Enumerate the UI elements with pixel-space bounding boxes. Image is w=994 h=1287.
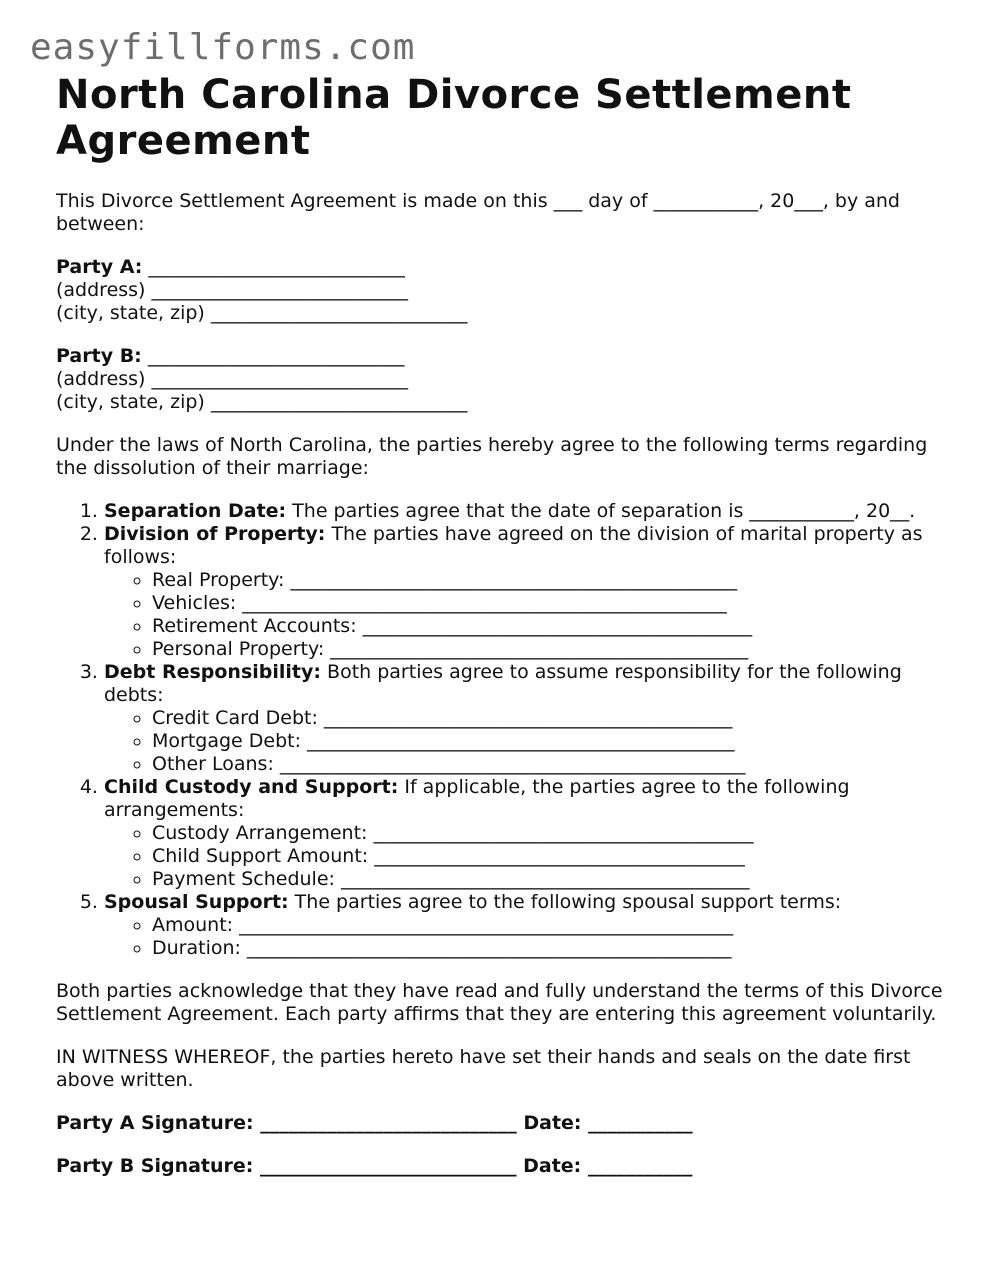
term-text: If applicable, the parties agree to the following arrangements:	[104, 776, 850, 821]
term-text: The parties agree to the following spousal support terms:	[288, 891, 842, 913]
document-body	[56, 72, 946, 1198]
term-division-of-property	[104, 523, 946, 661]
property-sublist	[104, 569, 946, 661]
term-text: Both parties agree to assume responsibility for the following debts:	[104, 661, 902, 706]
property-item-personal[interactable]: ◦ Personal Property: ____________________________________________	[152, 638, 946, 661]
custody-item-payment-schedule[interactable]: ◦ Payment Schedule: ___________________________________________	[152, 868, 946, 891]
page-title: North Carolina Divorce Settlement Agreement	[56, 72, 852, 164]
watermark: easyfillforms.com	[30, 27, 416, 68]
intro-paragraph: This Divorce Settlement Agreement is made on this ___ day of ___________, 20___, by and between:	[56, 190, 900, 235]
party-b-address-field[interactable]: (address) ___________________________	[56, 368, 409, 390]
property-item-real[interactable]: ◦ Real Property: _______________________________________________	[152, 569, 946, 592]
party-b-label: Party B:	[56, 345, 142, 367]
terms-list	[56, 500, 946, 960]
party-b-name-row	[56, 345, 946, 368]
party-a-signature-line[interactable]: Party A Signature: ___________________________ Date: ___________	[56, 1112, 693, 1134]
term-child-custody-support	[104, 776, 946, 891]
term-heading: Division of Property:	[104, 523, 326, 545]
debt-item-mortgage[interactable]: ◦ Mortgage Debt: _____________________________________________	[152, 730, 946, 753]
term-text: The parties have agreed on the division of marital property as follows:	[104, 523, 923, 568]
party-b-city-field[interactable]: (city, state, zip) ___________________________	[56, 391, 468, 413]
party-a-address-field[interactable]: (address) ___________________________	[56, 279, 409, 301]
term-heading: Debt Responsibility:	[104, 661, 321, 683]
term-spousal-support	[104, 891, 946, 960]
party-b-signature-line[interactable]: Party B Signature: ___________________________ Date: ___________	[56, 1155, 693, 1177]
property-item-retirement[interactable]: ◦ Retirement Accounts: _________________________________________	[152, 615, 946, 638]
party-b-block	[56, 345, 946, 414]
spousal-item-duration[interactable]: ◦ Duration: ___________________________________________________	[152, 937, 946, 960]
party-b-name-field[interactable]: ___________________________	[141, 345, 405, 367]
term-heading: Child Custody and Support:	[104, 776, 399, 798]
custody-item-support-amount[interactable]: ◦ Child Support Amount: _______________________________________	[152, 845, 946, 868]
party-a-block	[56, 256, 946, 325]
witness-paragraph: IN WITNESS WHEREOF, the parties hereto have set their hands and seals on the date first above written.	[56, 1046, 911, 1091]
debt-sublist	[104, 707, 946, 776]
acknowledge-paragraph: Both parties acknowledge that they have read and fully understand the terms of this Divorce Settlement Agreement. Each party affirms that they are entering this agreement voluntarily.	[56, 980, 943, 1025]
spousal-sublist	[104, 914, 946, 960]
party-a-label: Party A:	[56, 256, 143, 278]
spousal-item-amount[interactable]: ◦ Amount: ____________________________________________________	[152, 914, 946, 937]
party-a-name-field[interactable]: ___________________________	[142, 256, 405, 278]
term-separation-date	[104, 500, 946, 523]
party-a-city-field[interactable]: (city, state, zip) ___________________________	[56, 302, 468, 324]
property-item-vehicles[interactable]: ◦ Vehicles: ___________________________________________________	[152, 592, 946, 615]
term-heading: Separation Date:	[104, 500, 287, 522]
term-heading: Spousal Support:	[104, 891, 289, 913]
debt-item-other-loans[interactable]: ◦ Other Loans: _________________________________________________	[152, 753, 946, 776]
party-a-name-row	[56, 256, 946, 279]
laws-paragraph: Under the laws of North Carolina, the parties hereby agree to the following terms regarding the dissolution of their marriage:	[56, 434, 928, 479]
custody-sublist	[104, 822, 946, 891]
term-text[interactable]: The parties agree that the date of separation is ___________, 20__.	[286, 500, 916, 522]
term-debt-responsibility	[104, 661, 946, 776]
custody-item-arrangement[interactable]: ◦ Custody Arrangement: ________________________________________	[152, 822, 946, 845]
debt-item-credit-card[interactable]: ◦ Credit Card Debt: ___________________________________________	[152, 707, 946, 730]
